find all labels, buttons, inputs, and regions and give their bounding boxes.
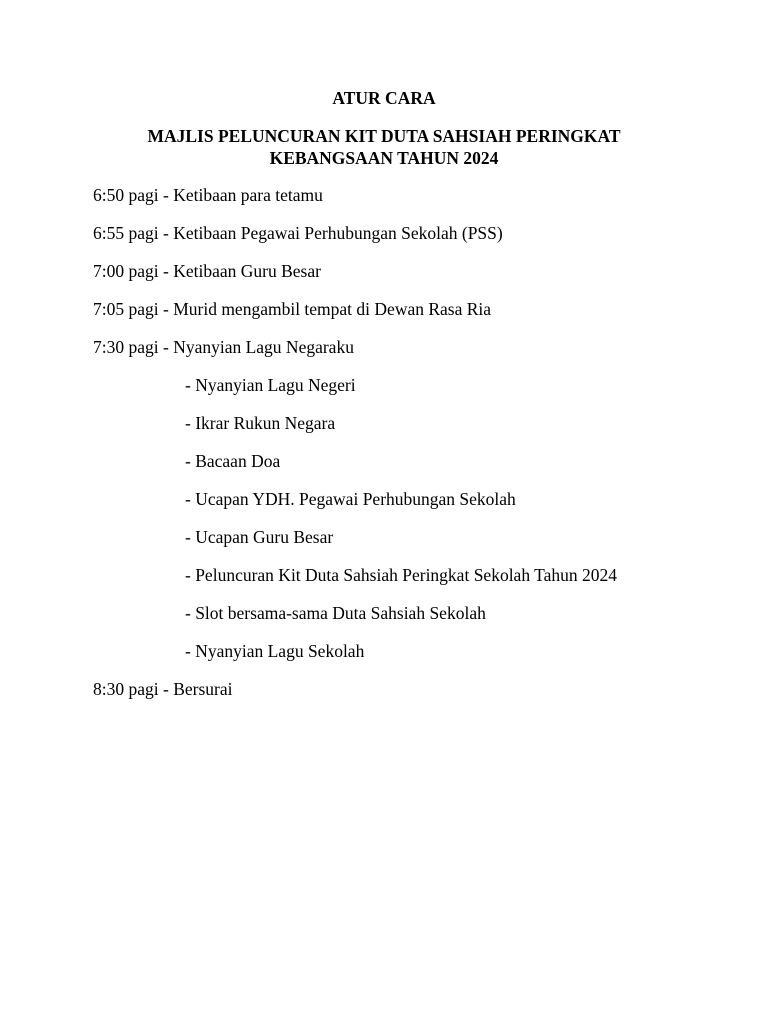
schedule-item: 7:05 pagi - Murid mengambil tempat di Dewan Rasa Ria bbox=[93, 299, 492, 319]
schedule-subitem: - Bacaan Doa bbox=[185, 451, 281, 471]
event-title-line: KEBANGSAAN TAHUN 2024 bbox=[269, 148, 499, 168]
schedule-item: 6:50 pagi - Ketibaan para tetamu bbox=[93, 185, 323, 205]
schedule-item: 7:00 pagi - Ketibaan Guru Besar bbox=[93, 261, 321, 281]
page-title: ATUR CARA bbox=[332, 88, 436, 108]
schedule-subitem: - Nyanyian Lagu Negeri bbox=[185, 375, 356, 395]
schedule-subitem: - Slot bersama-sama Duta Sahsiah Sekolah bbox=[185, 603, 486, 623]
schedule-subitem: - Ikrar Rukun Negara bbox=[185, 413, 336, 433]
schedule-subitem: - Ucapan Guru Besar bbox=[185, 527, 334, 547]
schedule-subitem: - Ucapan YDH. Pegawai Perhubungan Sekolah bbox=[185, 489, 516, 509]
schedule-list bbox=[93, 184, 733, 716]
schedule-item: 8:30 pagi - Bersurai bbox=[93, 679, 233, 699]
schedule-item: 6:55 pagi - Ketibaan Pegawai Perhubungan Sekolah (PSS) bbox=[93, 223, 503, 243]
event-title bbox=[0, 125, 768, 169]
schedule-item: 7:30 pagi - Nyanyian Lagu Negaraku bbox=[93, 337, 354, 357]
event-title-line: MAJLIS PELUNCURAN KIT DUTA SAHSIAH PERINGKAT bbox=[147, 126, 621, 146]
schedule-subitem: - Nyanyian Lagu Sekolah bbox=[185, 641, 365, 661]
schedule-subitem: - Peluncuran Kit Duta Sahsiah Peringkat Sekolah Tahun 2024 bbox=[185, 565, 617, 585]
